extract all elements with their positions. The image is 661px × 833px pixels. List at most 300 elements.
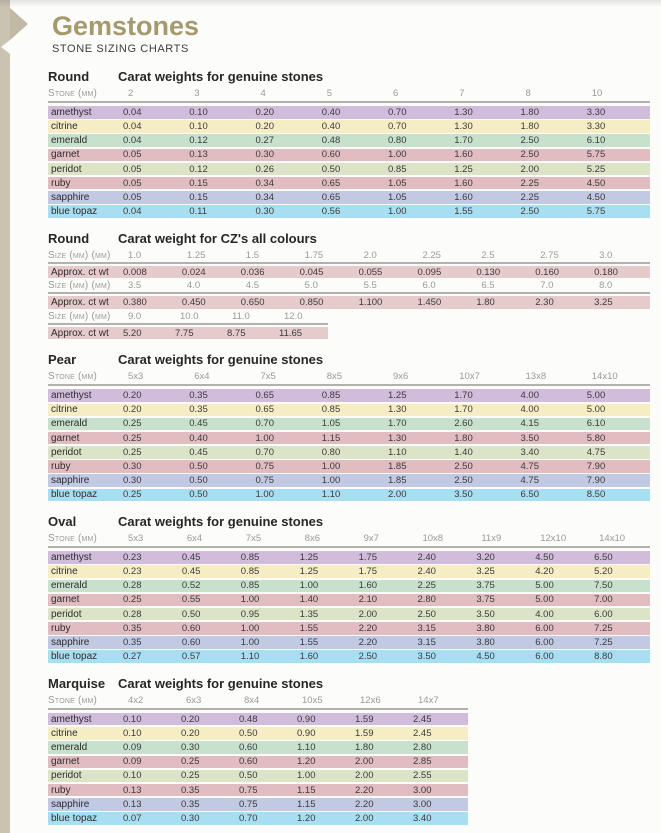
carat-value: 2.60 bbox=[454, 418, 473, 430]
stone-label: ruby bbox=[51, 461, 71, 472]
carat-value: 2.20 bbox=[358, 622, 378, 634]
carat-value: 0.055 bbox=[358, 266, 383, 278]
table-row bbox=[48, 713, 468, 726]
carat-value: 2.25 bbox=[417, 580, 436, 592]
carat-value: 0.13 bbox=[123, 798, 142, 810]
page-title: Gemstones bbox=[52, 11, 200, 41]
carat-value: 0.15 bbox=[189, 177, 208, 189]
carat-value: 1.75 bbox=[358, 566, 378, 578]
stone-label: blue topaz bbox=[51, 206, 98, 218]
approx-ct-wt-row bbox=[48, 327, 328, 340]
size-column-header: 2.25 bbox=[422, 249, 441, 261]
stone-label: blue topaz bbox=[51, 813, 98, 824]
carat-value: 1.00 bbox=[297, 770, 316, 782]
cz-subtable bbox=[48, 311, 328, 340]
carat-value: 5.20 bbox=[594, 566, 613, 578]
carat-value: 0.10 bbox=[189, 106, 208, 118]
carat-value: 7.50 bbox=[594, 580, 613, 592]
size-column-header: 7x5 bbox=[260, 371, 276, 383]
size-column-header: 6 bbox=[393, 88, 399, 99]
table-row bbox=[48, 106, 650, 119]
size-column-header: 8x4 bbox=[244, 694, 260, 706]
carat-value: 3.30 bbox=[586, 106, 606, 118]
stone-label: ruby bbox=[51, 784, 71, 796]
carat-value: 6.50 bbox=[594, 551, 613, 563]
top-fade bbox=[0, 0, 661, 7]
carat-value: 4.20 bbox=[535, 566, 554, 578]
carat-value: 0.20 bbox=[123, 404, 142, 416]
carat-value: 2.50 bbox=[520, 149, 539, 161]
carat-value: 0.50 bbox=[181, 608, 201, 620]
carat-value: 1.55 bbox=[299, 622, 319, 634]
carat-value: 1.60 bbox=[358, 580, 378, 592]
table-row bbox=[48, 418, 650, 431]
carat-value: 1.40 bbox=[454, 446, 473, 458]
stone-label: peridot bbox=[51, 163, 82, 175]
carat-value: 0.85 bbox=[240, 580, 260, 592]
table-row bbox=[48, 580, 650, 593]
carat-value: 3.50 bbox=[476, 608, 495, 620]
carat-value: 0.65 bbox=[321, 177, 341, 189]
size-column-header: 7.0 bbox=[540, 280, 554, 292]
stone-label: garnet bbox=[51, 594, 80, 606]
carat-value: 1.55 bbox=[454, 206, 473, 218]
table-row bbox=[48, 177, 650, 190]
table-heading bbox=[48, 677, 654, 690]
carat-value: 0.12 bbox=[189, 163, 208, 175]
stone-label: blue topaz bbox=[51, 651, 98, 663]
table-heading bbox=[48, 232, 654, 245]
ribbon-notch bbox=[1, 40, 10, 54]
carat-value: 2.50 bbox=[358, 651, 378, 663]
carat-value: 1.85 bbox=[388, 461, 407, 472]
table-row bbox=[48, 636, 650, 649]
carat-value: 0.48 bbox=[321, 135, 341, 147]
carat-value: 0.50 bbox=[321, 163, 341, 175]
carat-value: 7.75 bbox=[175, 327, 194, 339]
stone-label: emerald bbox=[51, 418, 88, 430]
size-column-header: 8x5 bbox=[326, 371, 343, 383]
carat-value: 1.35 bbox=[299, 608, 319, 620]
carat-value: 1.60 bbox=[454, 149, 473, 161]
table-row bbox=[48, 432, 650, 445]
carat-value: 0.90 bbox=[297, 727, 316, 739]
stone-label: peridot bbox=[51, 770, 82, 782]
carat-value: 5.00 bbox=[586, 404, 606, 416]
carat-value: 0.20 bbox=[255, 120, 274, 132]
carat-value: 0.04 bbox=[123, 106, 142, 118]
size-column-header: 5x3 bbox=[128, 371, 144, 383]
carat-value: 4.75 bbox=[586, 446, 606, 458]
table-row bbox=[48, 163, 650, 176]
carat-value: 1.60 bbox=[454, 191, 473, 203]
carat-value: 0.024 bbox=[181, 266, 206, 278]
carat-value: 4.00 bbox=[520, 390, 539, 402]
carat-value: 0.35 bbox=[181, 798, 200, 810]
carat-value: 0.008 bbox=[123, 266, 147, 278]
carat-value: 4.50 bbox=[535, 551, 554, 563]
carat-value: 3.50 bbox=[417, 651, 436, 663]
table-section-round-cz bbox=[48, 232, 654, 340]
table-section-marquise-genuine bbox=[48, 677, 654, 825]
size-column-header: 10x7 bbox=[459, 371, 480, 383]
table-row bbox=[48, 812, 468, 825]
table-row bbox=[48, 191, 650, 204]
size-header-row bbox=[48, 280, 650, 291]
carat-value: 1.40 bbox=[299, 594, 319, 606]
stone-label: sapphire bbox=[51, 798, 90, 810]
cz-subtable bbox=[48, 280, 650, 309]
header-rule bbox=[48, 708, 468, 710]
carat-value: 0.450 bbox=[181, 297, 206, 309]
size-column-header: 7 bbox=[459, 88, 465, 99]
left-margin-strip bbox=[0, 0, 10, 833]
header-rule bbox=[48, 101, 650, 103]
size-column-header: 12x6 bbox=[360, 694, 381, 706]
carat-value: 0.07 bbox=[123, 813, 142, 824]
carat-value: 0.70 bbox=[388, 120, 407, 132]
size-column-label: Size (mm) (mm) bbox=[48, 280, 111, 292]
carat-value: 7.90 bbox=[586, 461, 606, 472]
carat-value: 6.10 bbox=[586, 135, 606, 147]
carat-value: 0.10 bbox=[123, 770, 142, 782]
size-column-header: 12x10 bbox=[540, 533, 567, 545]
carat-value: 4.75 bbox=[520, 475, 539, 487]
carat-value: 7.25 bbox=[594, 622, 613, 634]
size-column-header: 5x3 bbox=[128, 533, 144, 545]
stone-label: garnet bbox=[51, 149, 80, 161]
carat-value: 1.15 bbox=[321, 432, 341, 444]
carat-value: 0.25 bbox=[123, 594, 142, 606]
tables-container bbox=[48, 70, 654, 825]
carat-value: 4.50 bbox=[586, 191, 606, 203]
size-column-header: 10x8 bbox=[422, 533, 444, 545]
carat-value: 0.15 bbox=[189, 191, 208, 203]
carat-value: 0.10 bbox=[123, 727, 142, 739]
stone-label: peridot bbox=[51, 608, 82, 620]
size-column-header: 11.0 bbox=[232, 310, 250, 322]
carat-value: 0.45 bbox=[181, 551, 201, 563]
carat-value: 3.20 bbox=[476, 551, 495, 563]
size-column-header: 1.5 bbox=[245, 249, 259, 261]
carat-value: 1.05 bbox=[388, 191, 407, 203]
stone-label: garnet bbox=[51, 432, 80, 444]
stone-label: citrine bbox=[51, 727, 78, 739]
table-row bbox=[48, 134, 650, 147]
table-row bbox=[48, 404, 650, 417]
carat-value: 0.09 bbox=[123, 756, 142, 768]
stone-label: amethyst bbox=[51, 106, 92, 118]
carat-value: 0.34 bbox=[255, 191, 274, 203]
carat-value: 0.50 bbox=[239, 770, 258, 782]
table-heading bbox=[48, 353, 654, 366]
table-row bbox=[48, 798, 468, 811]
table-title: Carat weights for genuine stones bbox=[118, 514, 324, 530]
table-heading bbox=[48, 70, 654, 83]
carat-value: 2.30 bbox=[535, 297, 554, 309]
carat-value: 1.30 bbox=[388, 432, 407, 444]
table-heading bbox=[48, 515, 654, 528]
size-column-header: 2.0 bbox=[363, 249, 377, 261]
carat-value: 5.00 bbox=[535, 580, 554, 592]
stone-label: citrine bbox=[51, 566, 78, 578]
carat-value: 0.30 bbox=[181, 813, 200, 824]
carat-value: 0.180 bbox=[594, 266, 618, 278]
carat-value: 4.15 bbox=[520, 418, 539, 430]
carat-value: 4.00 bbox=[520, 404, 539, 416]
carat-value: 0.75 bbox=[255, 475, 274, 487]
carat-value: 4.50 bbox=[476, 651, 495, 663]
carat-value: 2.00 bbox=[355, 770, 374, 782]
carat-value: 0.045 bbox=[299, 266, 324, 278]
carat-value: 1.60 bbox=[454, 177, 473, 189]
size-column-header: 9x7 bbox=[363, 533, 379, 545]
size-column-header: 14x10 bbox=[591, 371, 618, 383]
table-section-round-genuine bbox=[48, 70, 654, 218]
carat-value: 0.50 bbox=[189, 461, 208, 472]
carat-value: 0.80 bbox=[388, 135, 407, 147]
carat-value: 2.25 bbox=[520, 177, 539, 189]
carat-value: 0.380 bbox=[123, 297, 147, 309]
carat-value: 2.50 bbox=[454, 475, 473, 487]
table-row bbox=[48, 608, 650, 621]
carat-value: 0.10 bbox=[123, 713, 142, 725]
carat-value: 0.70 bbox=[239, 813, 258, 824]
carat-value: 0.09 bbox=[123, 742, 142, 754]
size-column-header: 5.5 bbox=[363, 280, 377, 292]
size-column-header: 3 bbox=[194, 88, 200, 99]
carat-value: 2.00 bbox=[388, 489, 407, 501]
carat-value: 2.00 bbox=[355, 756, 374, 768]
carat-value: 1.70 bbox=[454, 390, 473, 402]
carat-value: 1.70 bbox=[454, 404, 473, 416]
table-row bbox=[48, 756, 468, 769]
carat-value: 1.80 bbox=[454, 432, 473, 444]
carat-value: 1.100 bbox=[358, 297, 383, 309]
table-row bbox=[48, 120, 650, 133]
carat-value: 0.30 bbox=[123, 475, 142, 487]
carat-value: 2.20 bbox=[358, 637, 378, 648]
carat-value: 0.20 bbox=[255, 106, 274, 118]
carat-value: 1.10 bbox=[297, 742, 316, 754]
carat-value: 2.55 bbox=[413, 770, 432, 782]
carat-value: 0.20 bbox=[181, 727, 200, 739]
table-title: Carat weight for CZ's all colours bbox=[118, 230, 317, 246]
carat-value: 0.28 bbox=[123, 580, 142, 592]
stone-label: citrine bbox=[51, 404, 78, 416]
page-content bbox=[48, 12, 654, 826]
stone-label: emerald bbox=[51, 742, 88, 754]
size-column-header: 6.0 bbox=[422, 280, 436, 292]
carat-value: 2.80 bbox=[413, 742, 432, 754]
carat-value: 0.13 bbox=[123, 784, 142, 796]
table-title: Carat weights for genuine stones bbox=[118, 675, 324, 691]
ribbon-arrow-icon bbox=[10, 8, 28, 40]
carat-value: 1.85 bbox=[388, 475, 407, 487]
carat-value: 3.25 bbox=[476, 566, 495, 578]
carat-value: 0.27 bbox=[123, 651, 142, 663]
carat-value: 0.25 bbox=[181, 756, 200, 768]
size-column-header: 4.0 bbox=[186, 280, 201, 292]
carat-value: 1.80 bbox=[520, 106, 539, 118]
table-row bbox=[48, 460, 650, 473]
table-row bbox=[48, 741, 468, 754]
carat-value: 0.75 bbox=[239, 784, 258, 796]
size-column-header: 2 bbox=[128, 88, 134, 99]
carat-value: 7.90 bbox=[586, 475, 606, 487]
size-column-header: 9x6 bbox=[393, 371, 409, 383]
carat-value: 6.00 bbox=[535, 651, 554, 663]
size-column-header: 8 bbox=[525, 88, 531, 99]
carat-value: 0.75 bbox=[239, 798, 258, 810]
carat-value: 0.60 bbox=[181, 622, 201, 634]
carat-value: 2.80 bbox=[417, 594, 436, 606]
carat-value: 0.60 bbox=[321, 149, 341, 161]
carat-value: 0.40 bbox=[321, 106, 341, 118]
table-row bbox=[48, 594, 650, 607]
carat-value: 0.04 bbox=[123, 120, 142, 132]
carat-value: 0.27 bbox=[255, 135, 274, 147]
carat-value: 5.75 bbox=[586, 149, 606, 161]
carat-value: 0.25 bbox=[181, 770, 200, 782]
carat-value: 0.85 bbox=[321, 404, 341, 416]
row-label: Approx. ct wt bbox=[51, 297, 109, 309]
carat-value: 0.65 bbox=[255, 390, 274, 402]
page-subtitle: STONE SIZING CHARTS bbox=[52, 43, 189, 55]
stone-column-label: Stone (mm) bbox=[48, 88, 98, 99]
carat-value: 0.80 bbox=[321, 446, 341, 458]
carat-value: 0.50 bbox=[239, 727, 258, 739]
carat-value: 0.036 bbox=[240, 266, 265, 278]
carat-value: 0.26 bbox=[255, 163, 274, 175]
stone-label: sapphire bbox=[51, 191, 90, 203]
carat-value: 0.13 bbox=[189, 149, 208, 161]
carat-value: 3.40 bbox=[413, 813, 432, 824]
stone-label: peridot bbox=[51, 446, 82, 458]
carat-value: 0.04 bbox=[123, 206, 142, 218]
carat-value: 1.00 bbox=[240, 622, 260, 634]
carat-value: 3.50 bbox=[520, 432, 539, 444]
carat-value: 4.50 bbox=[586, 177, 606, 189]
carat-value: 0.05 bbox=[123, 191, 142, 203]
size-column-header: 5.0 bbox=[304, 280, 318, 292]
size-column-header: 3.5 bbox=[128, 280, 142, 292]
carat-value: 0.25 bbox=[123, 432, 142, 444]
size-column-header: 6x3 bbox=[186, 694, 202, 706]
carat-value: 4.75 bbox=[520, 461, 539, 472]
carat-value: 3.00 bbox=[413, 798, 432, 810]
carat-value: 5.80 bbox=[586, 432, 606, 444]
table-section-oval-genuine bbox=[48, 515, 654, 663]
carat-value: 0.35 bbox=[123, 637, 142, 648]
size-column-header: 4x2 bbox=[128, 694, 144, 706]
carat-value: 0.65 bbox=[255, 404, 274, 416]
carat-value: 3.15 bbox=[417, 622, 436, 634]
carat-value: 1.80 bbox=[476, 297, 495, 309]
carat-value: 0.850 bbox=[299, 297, 324, 309]
stone-label: amethyst bbox=[51, 551, 92, 563]
shape-label: Round bbox=[48, 69, 90, 84]
stone-label: amethyst bbox=[51, 390, 92, 402]
carat-value: 1.15 bbox=[297, 784, 316, 796]
size-column-header: 4.5 bbox=[245, 280, 259, 292]
table-header-row bbox=[48, 695, 468, 706]
carat-value: 0.11 bbox=[189, 206, 208, 218]
carat-value: 2.00 bbox=[355, 813, 374, 824]
carat-value: 0.34 bbox=[255, 177, 274, 189]
carat-value: 0.05 bbox=[123, 149, 142, 161]
carat-value: 0.650 bbox=[240, 297, 265, 309]
carat-value: 1.59 bbox=[355, 727, 374, 739]
size-column-header: 2.75 bbox=[540, 249, 559, 261]
carat-value: 0.20 bbox=[181, 713, 200, 725]
carat-value: 0.25 bbox=[123, 489, 142, 501]
carat-value: 0.23 bbox=[123, 551, 142, 563]
carat-value: 0.70 bbox=[255, 446, 274, 458]
size-column-header: 11x9 bbox=[481, 533, 502, 545]
carat-value: 5.20 bbox=[123, 327, 142, 339]
carat-value: 0.50 bbox=[189, 489, 208, 501]
stone-label: sapphire bbox=[51, 475, 90, 487]
carat-value: 0.25 bbox=[123, 446, 142, 458]
carat-value: 1.00 bbox=[388, 206, 407, 218]
carat-value: 0.55 bbox=[181, 594, 201, 606]
size-column-header: 6.5 bbox=[481, 280, 495, 292]
data-table bbox=[48, 371, 650, 501]
carat-value: 1.00 bbox=[255, 489, 274, 501]
table-row bbox=[48, 784, 468, 797]
carat-value: 0.45 bbox=[189, 446, 208, 458]
carat-value: 2.50 bbox=[417, 608, 436, 620]
size-column-header: 10.0 bbox=[180, 310, 199, 322]
stone-column-label: Stone (mm) bbox=[48, 371, 98, 383]
carat-value: 0.04 bbox=[123, 135, 142, 147]
table-row bbox=[48, 205, 650, 218]
carat-value: 1.80 bbox=[520, 120, 539, 132]
table-row bbox=[48, 446, 650, 459]
carat-value: 6.00 bbox=[535, 637, 554, 648]
table-row bbox=[48, 149, 650, 162]
carat-value: 1.80 bbox=[355, 742, 374, 754]
table-section-pear-genuine bbox=[48, 353, 654, 501]
carat-value: 5.00 bbox=[586, 390, 606, 402]
carat-value: 0.48 bbox=[239, 713, 258, 725]
carat-value: 5.25 bbox=[586, 163, 606, 175]
size-column-header: 10x5 bbox=[302, 694, 323, 706]
carat-value: 1.00 bbox=[321, 475, 341, 487]
carat-value: 3.00 bbox=[413, 784, 432, 796]
carat-value: 2.45 bbox=[413, 713, 432, 725]
carat-value: 1.10 bbox=[321, 489, 341, 501]
carat-value: 0.25 bbox=[123, 418, 142, 430]
carat-value: 0.57 bbox=[181, 651, 201, 663]
table-row bbox=[48, 489, 650, 502]
stone-label: ruby bbox=[51, 177, 71, 189]
size-column-label: Size (mm) (mm) bbox=[48, 310, 111, 322]
carat-value: 0.50 bbox=[189, 475, 208, 487]
table-row bbox=[48, 565, 650, 578]
carat-value: 1.00 bbox=[388, 149, 407, 161]
stone-label: sapphire bbox=[51, 637, 90, 648]
carat-value: 2.00 bbox=[520, 163, 539, 175]
carat-value: 0.35 bbox=[189, 404, 208, 416]
size-column-header: 8x6 bbox=[304, 533, 320, 545]
carat-value: 3.30 bbox=[586, 120, 606, 132]
header-rule bbox=[48, 292, 650, 294]
carat-value: 3.75 bbox=[476, 580, 495, 592]
size-column-header: 6x4 bbox=[194, 371, 210, 383]
carat-value: 0.160 bbox=[535, 266, 560, 278]
